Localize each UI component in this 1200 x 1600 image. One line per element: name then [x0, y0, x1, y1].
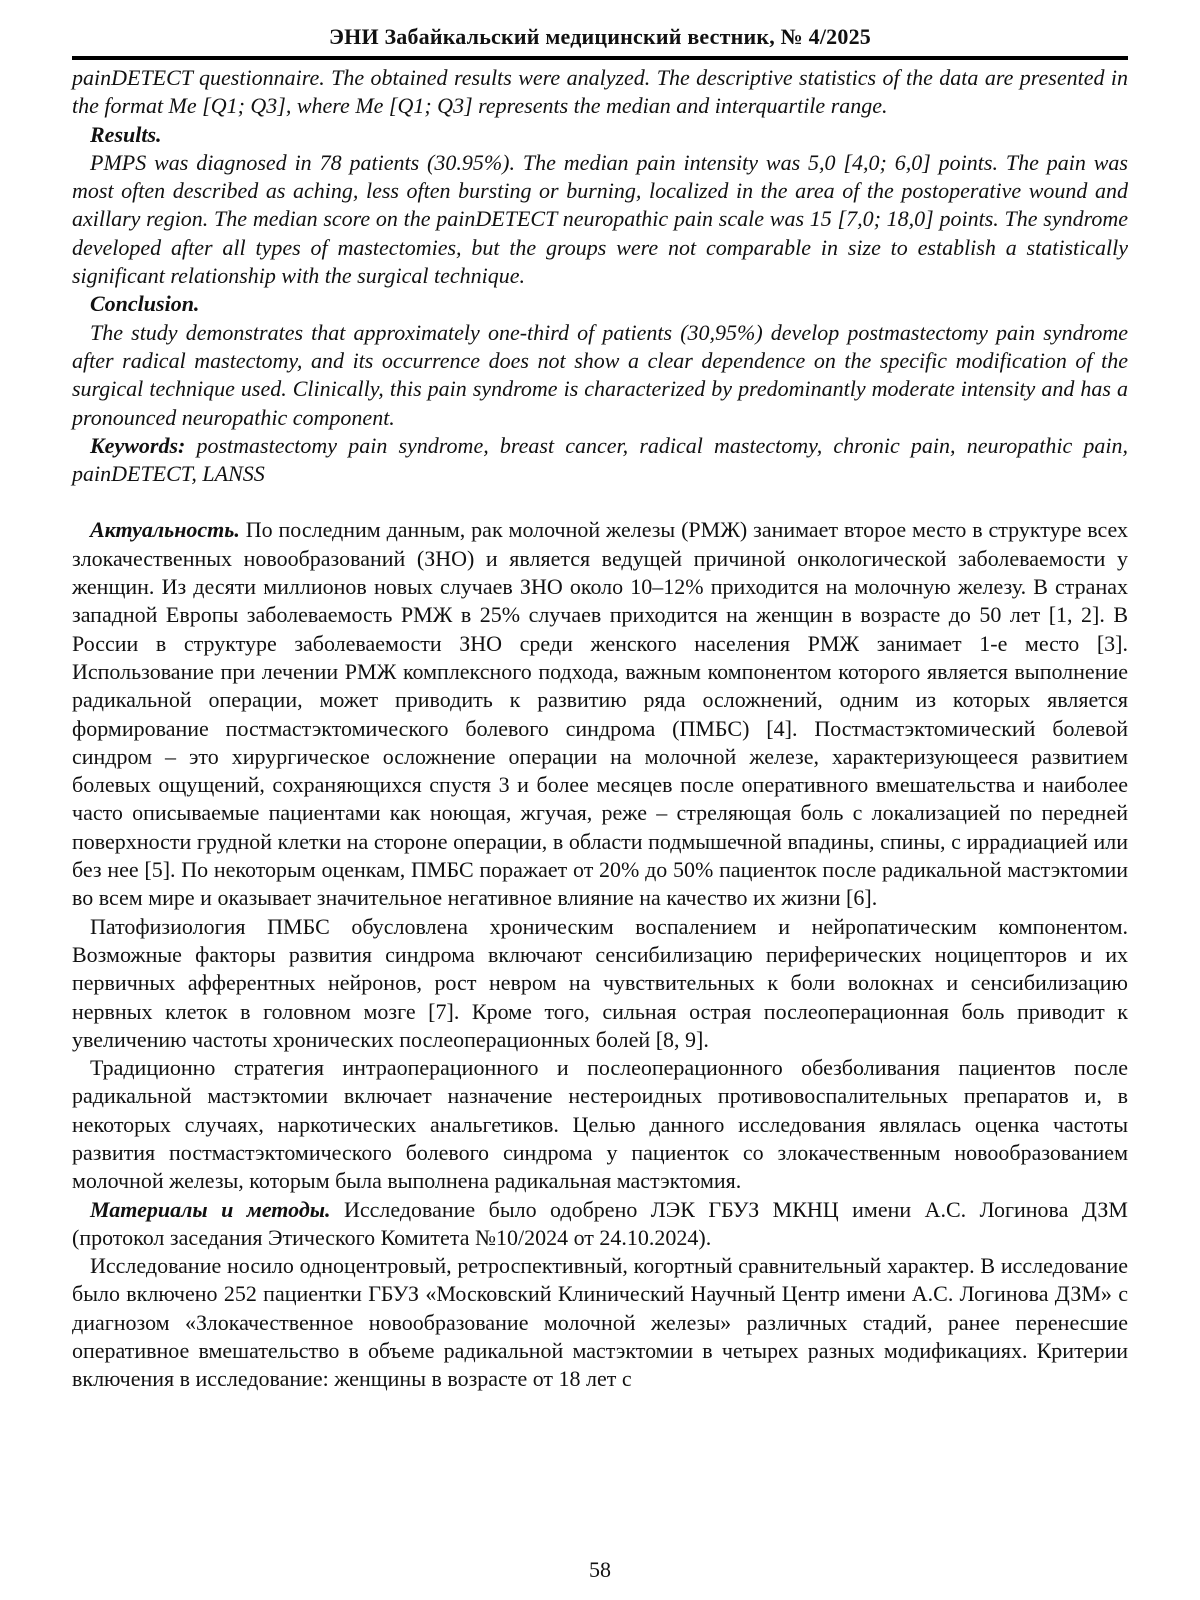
relevance-paragraph: [72, 516, 1128, 912]
journal-header: ЭНИ Забайкальский медицинский вестник, № 4/2025: [329, 24, 871, 49]
journal-page: [72, 0, 1128, 1600]
keywords-list: postmastectomy pain syndrome, breast cancer, radical mastectomy, chronic pain, neuropathic pain, painDETECT, LANSS: [72, 432, 1128, 487]
conclusion-paragraph: The study demonstrates that approximately one-third of patients (30,95%) develop postmastectomy pain syndrome after radical mastectomy, and its occurrence does not show a clear dependence on the specific modification of the surgical technique used. Clinically, this pain syndrome is characterized by predominantly moderate intensity and has a pronounced neuropathic component.: [72, 319, 1128, 430]
relevance-lead: Актуальность.: [90, 517, 240, 543]
keywords-label: Keywords:: [90, 432, 186, 458]
keywords-paragraph: [72, 432, 1128, 489]
article-body: [72, 516, 1128, 1393]
pathophysiology-paragraph: Патофизиология ПМБС обусловлена хроническим воспалением и нейропатическим компонентом. Возможные факторы развития синдрома включают сенсибилизацию периферических ноцицепторов и их первичных афферентных нейронов, рост невром на чувствительных к боли волокнах и сенсибилизацию нервных клеток в головном мозге [7]. Кроме того, сильная острая послеоперационная боль приводит к увеличению частоты хронических послеоперационных болей [8, 9].: [72, 913, 1128, 1052]
abstract-methods-tail: painDETECT questionnaire. The obtained results were analyzed. The descriptive statistics of the data are presented in the format Me [Q1; Q3], where Me [Q1; Q3] represents the median and interquartile range.: [72, 65, 1128, 119]
page-number: 58: [589, 1557, 611, 1582]
methods-text: Исследование было одобрено ЛЭК ГБУЗ МКНЦ имени А.С. Логинова ДЗМ (протокол заседания Этического Комитета №10/2024 от 24.10.2024).: [72, 1196, 1128, 1250]
english-abstract: [72, 64, 1128, 488]
strategy-paragraph: Традиционно стратегия интраоперационного и послеоперационного обезболивания пациентов после радикальной мастэктомии включает назначение нестероидных противовоспалительных препаратов и, в некоторых случаях, наркотических анальгетиков. Целью данного исследования являлась оценка частоты развития постмастэктомического болевого синдрома у пациенток со злокачественным новообразованием молочной железы, которым была выполнена радикальная мастэктомия.: [72, 1055, 1128, 1194]
methods-paragraph: [72, 1196, 1128, 1253]
design-paragraph: Исследование носило одноцентровый, ретроспективный, когортный сравнительный характер. В исследование было включено 252 пациентки ГБУЗ «Московский Клинический Научный Центр имени А.С. Логинова ДЗМ» с диагнозом «Злокачественное новообразование молочной железы» различных стадий, ранее перенесшие оперативное вмешательство в объеме радикальной мастэктомии в четырех разных модификациях. Критерии включения в исследование: женщины в возрасте от 18 лет с: [72, 1253, 1128, 1392]
conclusion-heading: Conclusion.: [90, 291, 200, 317]
methods-lead: Материалы и методы.: [90, 1196, 331, 1222]
results-paragraph: PMPS was diagnosed in 78 patients (30.95%). The median pain intensity was 5,0 [4,0; 6,0] points. The pain was most often described as aching, less often bursting or burning, localized in the area of the postoperative wound and axillary region. The median score on the painDETECT neuropathic pain scale was 15 [7,0; 18,0] points. The syndrome developed after all types of mastectomies, but the groups were not comparable in size to establish a statistically significant relationship with the surgical technique.: [72, 149, 1128, 289]
results-heading: Results.: [90, 121, 162, 147]
relevance-text: По последним данным, рак молочной железы (РМЖ) занимает второе место в структуре всех злокачественных новообразований (ЗНО) и является ведущей причиной онкологической заболеваемости у женщин. Из десяти миллионов новых случаев ЗНО около 10–12% приходится на молочную железу. В странах западной Европы заболеваемость РМЖ в 25% случаев приходится на женщин в возрасте до 50 лет [1, 2]. В России в структуре заболеваемости ЗНО среди женского населения РМЖ занимает 1-е место [3]. Использование при лечении РМЖ комплексного подхода, важным компонентом которого является выполнение радикальной операции, может приводить к развитию ряда осложнений, одним из которых является формирование постмастэктомического болевого синдрома (ПМБС) [4]. Постмастэктомический болевой синдром – это хирургическое осложнение операции на молочной железе, характеризующееся развитием болевых ощущений, сохраняющихся спустя 3 и более месяцев после оперативного вмешательства и наиболее часто описываемые пациентами как ноющая, жгучая, реже – стреляющая боль с локализацией по передней поверхности грудной клетки на стороне операции, в области подмышечной впадины, спины, с иррадиацией или без нее [5]. По некоторым оценкам, ПМБС поражает от 20% до 50% пациенток после радикальной мастэктомии во всем мире и оказывает значительное негативное влияние на качество их жизни [6].: [72, 517, 1128, 911]
header-rule: [72, 56, 1128, 60]
